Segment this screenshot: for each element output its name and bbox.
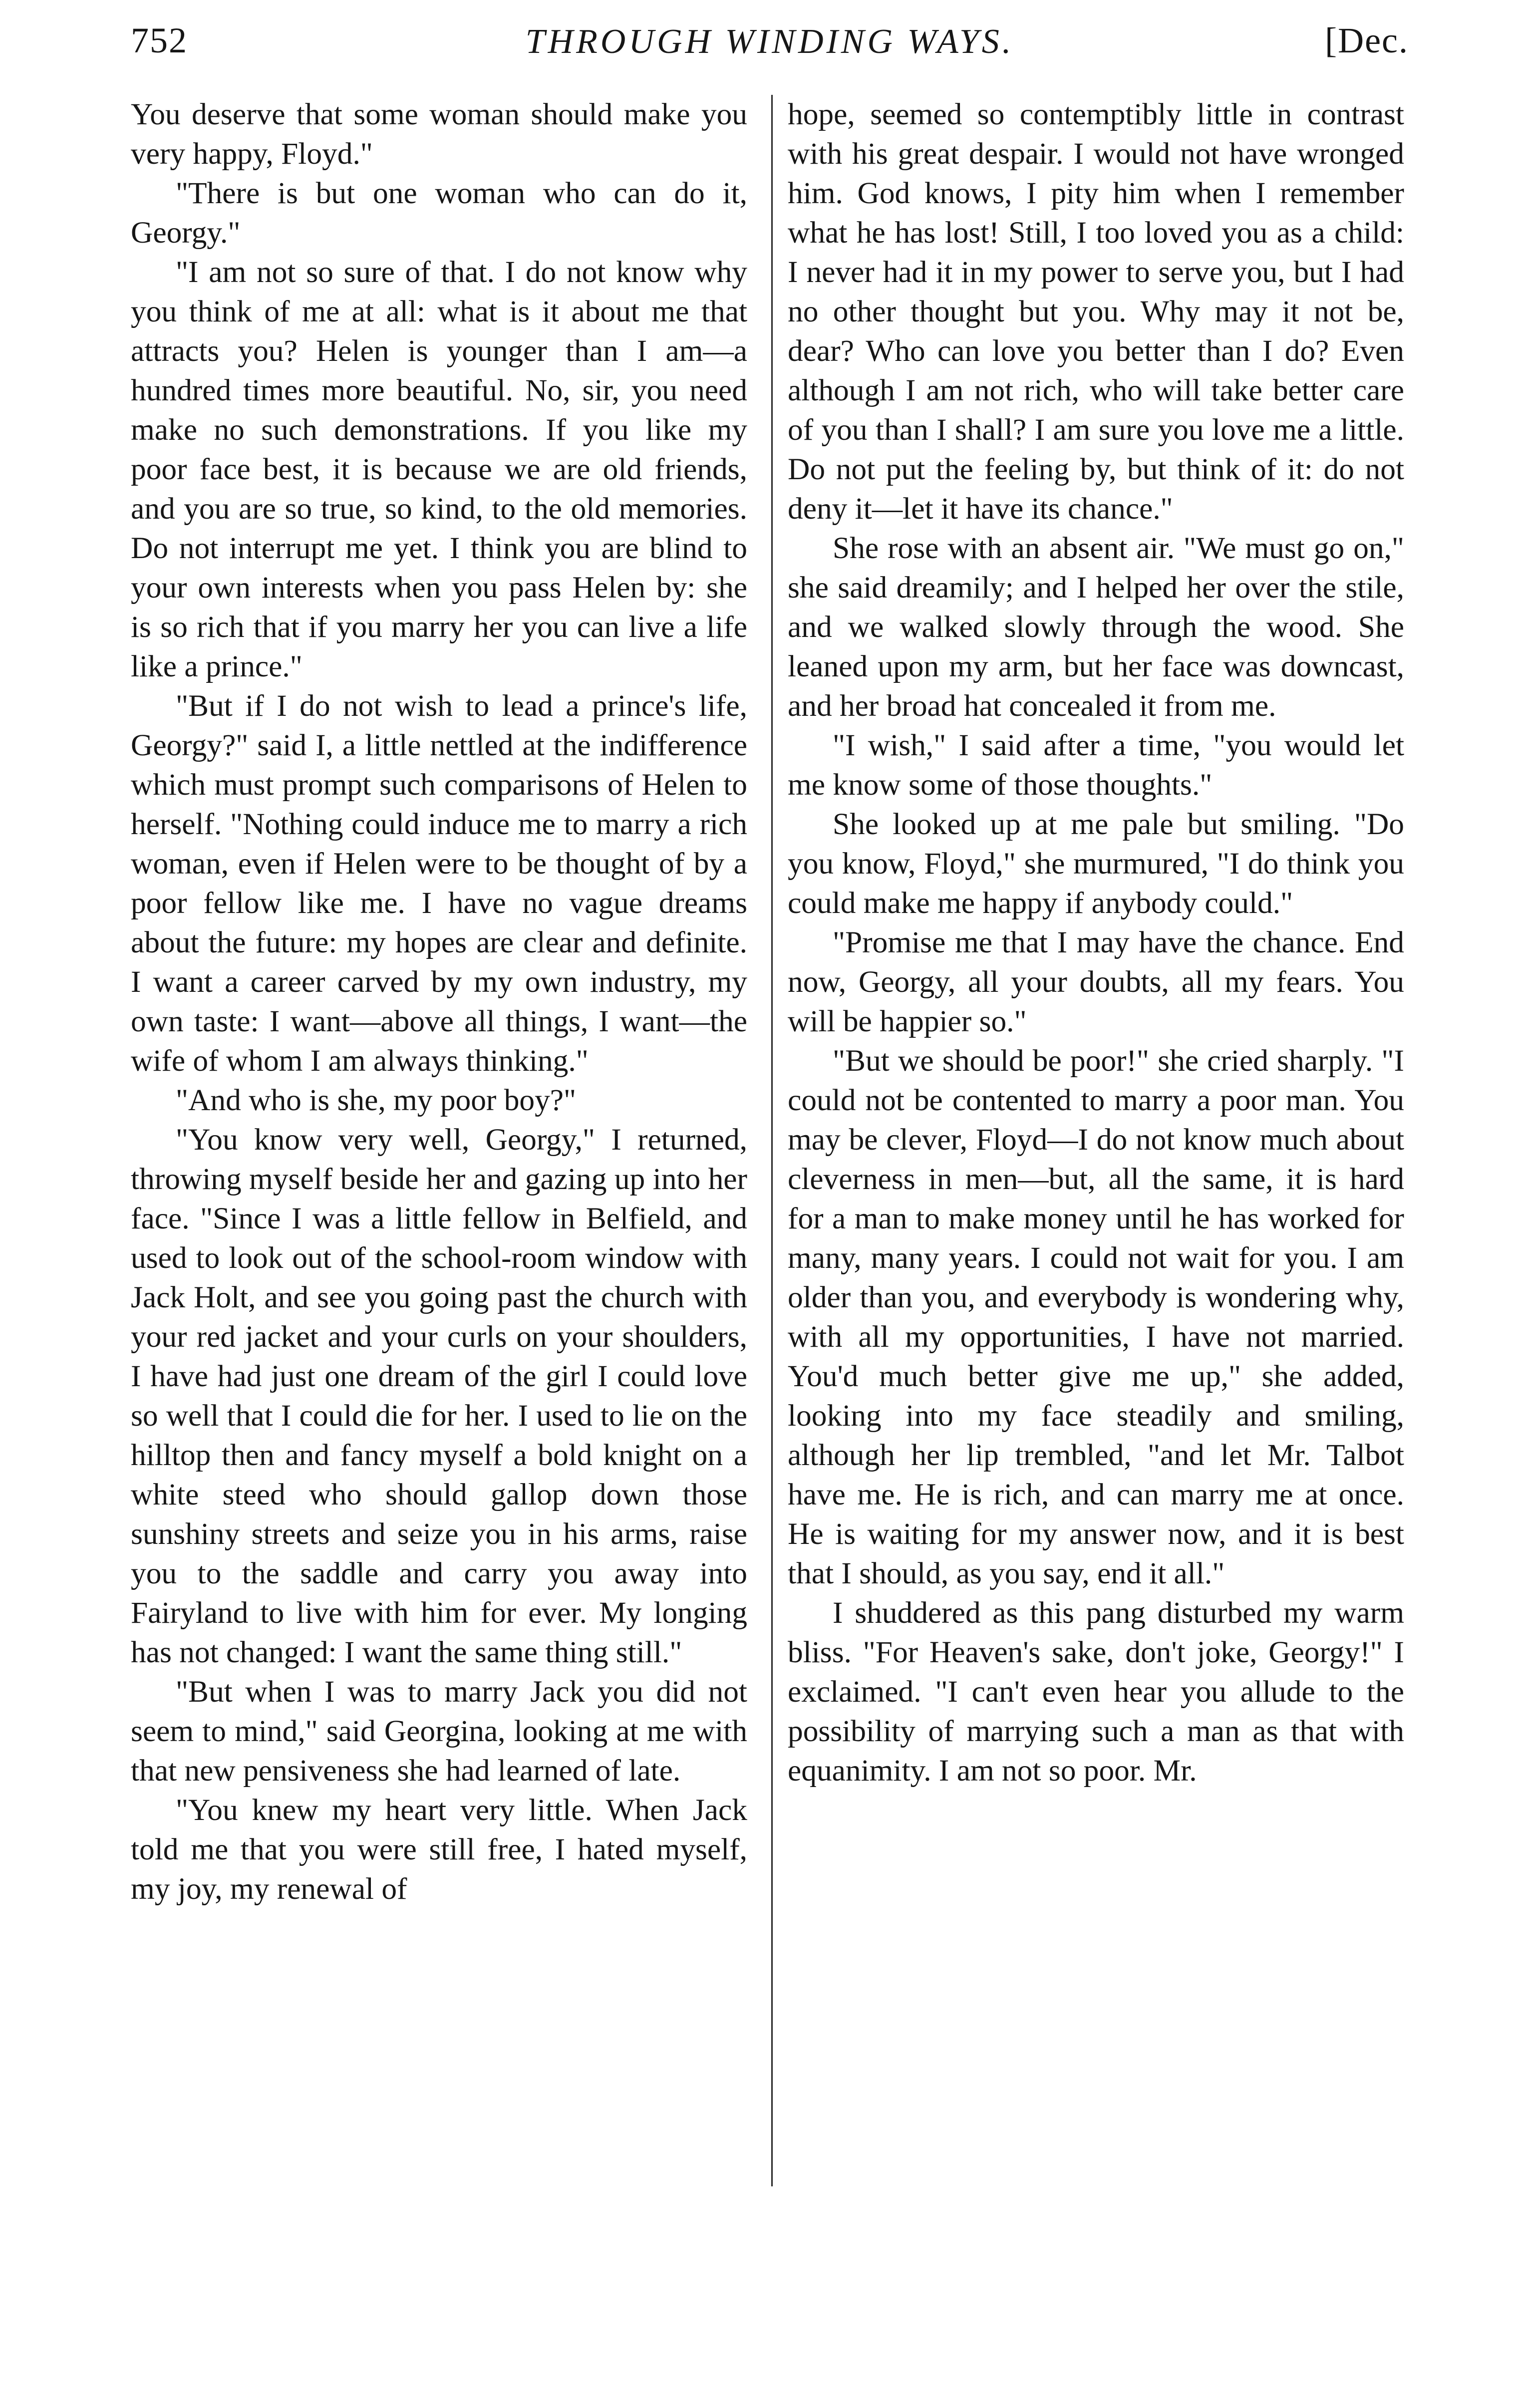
- paragraph: hope, seemed so contemptibly little in contrast with his great despair. I would not have wronged him. God knows, I pity him when I remember what he has lost! Still, I too loved you as a child: I never had it in my power to serve you, but I had no other thought but you. Why may it not be, dear? Who can love you better than I do? Even although I am not rich, who will take better care of you than I shall? I am sure you love me a little. Do not put the feeling by, but think of it: do not deny it—let it have its chance.": [788, 97, 1404, 526]
- paragraph: "You know very well, Georgy," I returned, throwing myself beside her and gazing up into her face. "Since I was a little fellow in Belfield, and used to look out of the school-room window with Jack Holt, and see you going past the church with your red jacket and your curls on your shoulders, I have had just one dream of the girl I could love so well that I could die for her. I used to lie on the hilltop then and fancy myself a bold knight on a white steed who should gallop down those sunshiny streets and seize you in his arms, raise you to the saddle and carry you away into Fairyland to live with him for ever. My longing has not changed: I want the same thing still.": [131, 1123, 747, 1669]
- column-rule: [771, 95, 773, 2186]
- running-header: [131, 20, 1409, 75]
- paragraph: "But when I was to marry Jack you did not seem to mind," said Georgina, looking at me with that new pensiveness she had learned of late.: [131, 1675, 747, 1788]
- paragraph: You deserve that some woman should make you very happy, Floyd.": [131, 97, 747, 171]
- paragraph: I shuddered as this pang disturbed my warm bliss. "For Heaven's sake, don't joke, Georgy!" I exclaimed. "I can't even hear you allude to the possibility of marrying such a man as that with equanimity. I am not so poor. Mr.: [788, 1596, 1404, 1788]
- paragraph: "There is but one woman who can do it, Georgy.": [131, 176, 747, 250]
- paragraph: "Promise me that I may have the chance. End now, Georgy, all your doubts, all my fears. You will be happier so.": [788, 925, 1404, 1038]
- paragraph: "I wish," I said after a time, "you would let me know some of those thoughts.": [788, 728, 1404, 802]
- paragraph: She rose with an absent air. "We must go on," she said dreamily; and I helped her over the stile, and we walked slowly through the wood. She leaned upon my arm, but her face was downcast, and her broad hat concealed it from me.: [788, 531, 1404, 723]
- left-column: [131, 95, 747, 1909]
- page-number: 752: [131, 20, 188, 60]
- paragraph: "I am not so sure of that. I do not know why you think of me at all: what is it about me that attracts you? Helen is younger than I am—a hundred times more beautiful. No, sir, you need make no such demonstrations. If you like my poor face best, it is because we are old friends, and you are so true, so kind, to the old memories. Do not interrupt me yet. I think you are blind to your own interests when you pass Helen by: she is so rich that if you marry her you can live a life like a prince.": [131, 255, 747, 683]
- paragraph: She looked up at me pale but smiling. "Do you know, Floyd," she murmured, "I do think you could make me happy if anybody could.": [788, 807, 1404, 920]
- paragraph: "But if I do not wish to lead a prince's life, Georgy?" said I, a little nettled at the indifference which must prompt such comparisons of Helen to herself. "Nothing could induce me to marry a rich woman, even if Helen were to be thought of by a poor fellow like me. I have no vague dreams about the future: my hopes are clear and definite. I want a career carved by my own industry, my own taste: I want—above all things, I want—the wife of whom I am always thinking.": [131, 689, 747, 1078]
- paragraph: "But we should be poor!" she cried sharply. "I could not be contented to marry a poor man. You may be clever, Floyd—I do not know much about cleverness in men—but, all the same, it is hard for a man to make money until he has worked for many, many years. I could not wait for you. I am older than you, and everybody is wondering why, with all my opportunities, I have not married. You'd much better give me up," she added, looking into my face steadily and smiling, although her lip trembled, "and let Mr. Talbot have me. He is rich, and can marry me at once. He is waiting for my answer now, and it is best that I should, as you say, end it all.": [788, 1044, 1404, 1590]
- right-column: [788, 95, 1404, 1791]
- running-title: THROUGH WINDING WAYS.: [525, 22, 1014, 61]
- paragraph: "And who is she, my poor boy?": [176, 1083, 577, 1117]
- running-month: [Dec.: [1325, 20, 1409, 60]
- paragraph: "You knew my heart very little. When Jack told me that you were still free, I hated myself, my joy, my renewal of: [131, 1793, 747, 1906]
